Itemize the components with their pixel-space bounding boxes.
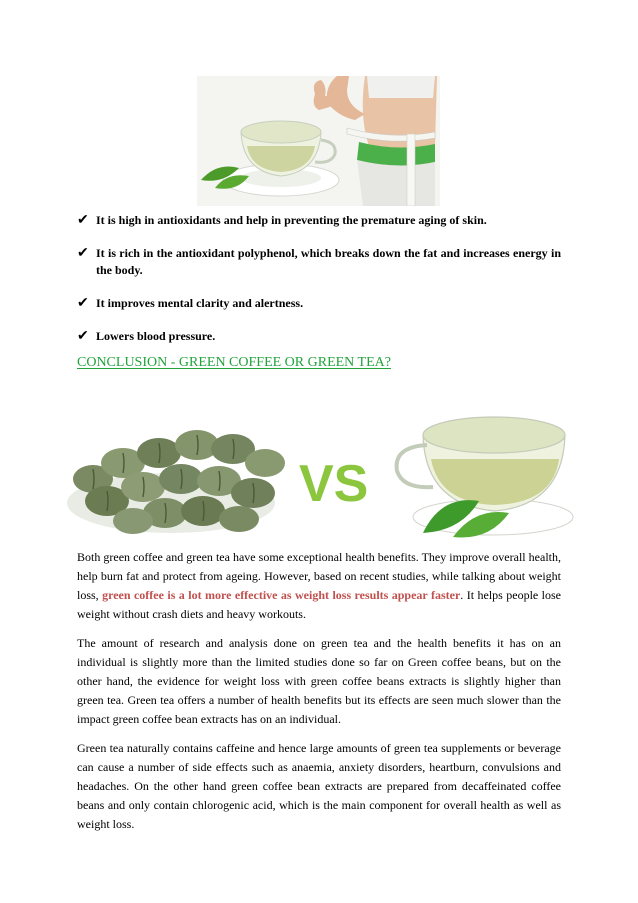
section-heading: CONCLUSION - GREEN COFFEE OR GREEN TEA? bbox=[77, 355, 391, 370]
list-item-text: It is rich in the antioxidant polyphenol, which breaks down the fat and increases energy in the body. bbox=[96, 246, 561, 277]
list-item-text: It is high in antioxidants and help in preventing the premature aging of skin. bbox=[96, 213, 487, 227]
list-item bbox=[77, 212, 561, 229]
list-item-text: Lowers blood pressure. bbox=[96, 329, 216, 343]
benefits-list bbox=[77, 212, 561, 345]
vs-label: VS bbox=[299, 455, 369, 513]
coffee-vs-tea-illustration bbox=[63, 383, 575, 539]
paragraph-1 bbox=[77, 548, 561, 624]
list-item bbox=[77, 245, 561, 279]
tea-and-waist-illustration bbox=[197, 76, 440, 206]
paragraph-text: Both green coffee and green tea have some exceptional health benefits. They improve overall health, help burn fat and protect from ageing. However, based on recent studies, while talking about weight loss, bbox=[77, 550, 561, 602]
coffee-beans bbox=[67, 430, 285, 534]
paragraph-2: The amount of research and analysis done on green tea and the health benefits it has on an individual is slightly more than the limited studies done so far on Green coffee beans, but on the other hand, the evidence for weight loss with green coffee beans extracts is slightly higher than green tea. Green tea offers a number of health benefits but its effects are seen much slower than the impact green coffee bean extracts has on an individual. bbox=[77, 636, 561, 726]
check-icon: ✔ bbox=[77, 329, 89, 344]
hero-image bbox=[197, 76, 440, 206]
list-item bbox=[77, 328, 561, 345]
comparison-image bbox=[63, 383, 575, 539]
tea-cup bbox=[397, 417, 573, 538]
check-icon: ✔ bbox=[77, 213, 89, 228]
paragraph-text: . It helps people lose weight without crash diets and heavy workouts. bbox=[77, 588, 561, 621]
paragraph-3: Green tea naturally contains caffeine and hence large amounts of green tea supplements or beverage can cause a number of side effects such as anaemia, anxiety disorders, heartburn, convulsions and headaches. On the other hand green coffee bean extracts are prepared from decaffeinated coffee beans and only contain chlorogenic acid, which is the main component for overall health as well as weight loss. bbox=[77, 741, 561, 831]
check-icon: ✔ bbox=[77, 296, 89, 311]
list-item bbox=[77, 295, 561, 312]
highlighted-text: green coffee is a lot more effective as weight loss results appear faster bbox=[102, 588, 461, 602]
list-item-text: It improves mental clarity and alertness. bbox=[96, 296, 304, 310]
body-text bbox=[77, 548, 561, 844]
check-icon: ✔ bbox=[77, 246, 89, 261]
